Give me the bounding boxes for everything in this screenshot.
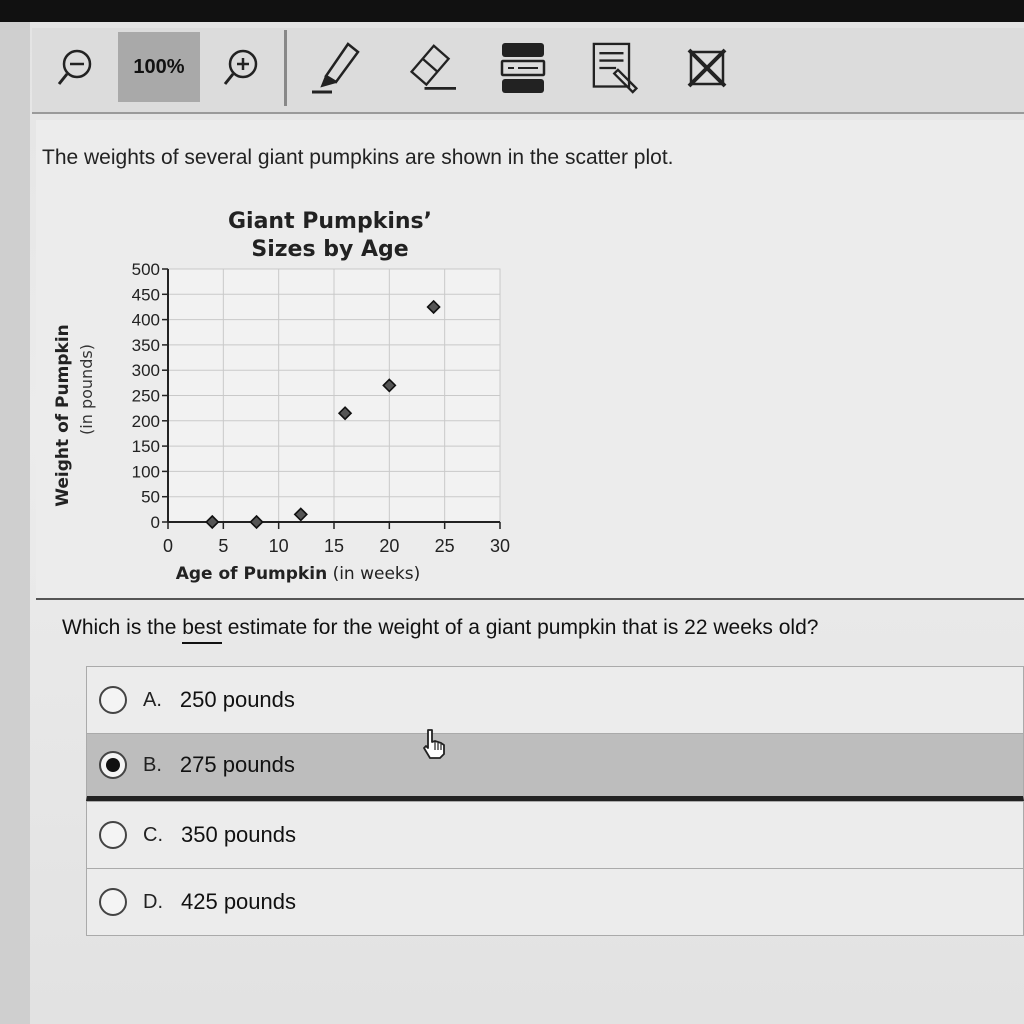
highlighter-button[interactable] <box>312 38 362 98</box>
x-axis-label-unit: (in weeks) <box>327 564 421 584</box>
radio-button-selected[interactable] <box>99 751 127 779</box>
zoom-out-button[interactable] <box>50 38 100 98</box>
option-letter: A. <box>143 688 162 711</box>
left-panel-edge <box>0 22 30 1024</box>
y-tick-label: 300 <box>131 361 160 381</box>
line-reader-button[interactable] <box>498 38 548 98</box>
x-tick-label: 10 <box>268 536 289 556</box>
y-tick-label: 450 <box>131 285 160 305</box>
top-bezel <box>0 0 1024 22</box>
option-text: 250 pounds <box>179 687 295 712</box>
eraser-icon <box>406 40 456 96</box>
chart-title-line2: Sizes by Age <box>251 237 409 262</box>
chart-title-line1: Giant Pumpkins’ <box>227 209 433 234</box>
radio-button[interactable] <box>99 686 127 714</box>
x-tick-label: 15 <box>323 536 345 556</box>
question-before: Which is the <box>62 616 183 639</box>
x-tick-label: 25 <box>434 536 455 556</box>
zoom-level: 100% <box>118 32 200 102</box>
y-tick-label: 500 <box>131 260 160 279</box>
question-emphasis: best <box>182 616 222 644</box>
zoom-out-icon <box>53 46 97 90</box>
zoom-in-icon <box>221 46 265 90</box>
y-tick-label: 150 <box>131 437 160 457</box>
y-axis-label-main: Weight of Pumpkin <box>53 324 73 507</box>
option-text: 275 pounds <box>179 752 295 777</box>
zoom-in-button[interactable] <box>218 38 268 98</box>
toolbar-divider <box>284 30 287 106</box>
notepad-icon <box>592 40 642 96</box>
highlighter-icon <box>312 40 362 96</box>
option-letter: B. <box>143 753 162 776</box>
y-tick-label: 350 <box>131 335 160 355</box>
option-text: 425 pounds <box>181 889 296 914</box>
line-reader-icon <box>500 41 546 95</box>
option-b[interactable] <box>86 733 1024 801</box>
option-text: 350 pounds <box>181 822 296 847</box>
question-text <box>62 616 818 640</box>
scatter-plot <box>40 255 520 595</box>
y-tick-label: 100 <box>131 462 160 482</box>
x-tick-label: 20 <box>379 536 400 556</box>
x-axis-label <box>176 564 421 584</box>
answer-eliminator-button[interactable] <box>682 38 732 98</box>
y-tick-label: 0 <box>150 513 160 532</box>
option-a[interactable] <box>86 666 1024 733</box>
x-tick-label: 30 <box>489 536 511 556</box>
notepad-button[interactable] <box>592 38 642 98</box>
eraser-button[interactable] <box>406 38 456 98</box>
y-tick-label: 50 <box>141 487 160 507</box>
answer-options <box>86 666 1024 936</box>
question-stem: The weights of several giant pumpkins are shown in the scatter plot. <box>42 146 674 169</box>
option-letter: D. <box>143 890 163 913</box>
x-tick-label: 0 <box>162 536 174 556</box>
x-axis-label-main: Age of Pumpkin <box>175 564 328 584</box>
x-tick-label: 5 <box>218 536 229 556</box>
radio-button[interactable] <box>99 821 127 849</box>
option-c[interactable] <box>86 801 1024 868</box>
y-tick-label: 250 <box>131 386 160 406</box>
answer-eliminator-icon <box>685 46 729 90</box>
option-d[interactable] <box>86 868 1024 936</box>
y-tick-label: 200 <box>131 411 160 431</box>
question-after: estimate for the weight of a giant pumpkin that is 22 weeks old? <box>221 616 819 639</box>
hand-cursor-icon <box>420 728 450 760</box>
radio-button[interactable] <box>99 888 127 916</box>
option-letter: C. <box>143 823 163 846</box>
y-tick-label: 400 <box>131 310 160 330</box>
y-axis-label-unit: (in pounds) <box>77 344 96 435</box>
section-divider <box>36 598 1024 600</box>
